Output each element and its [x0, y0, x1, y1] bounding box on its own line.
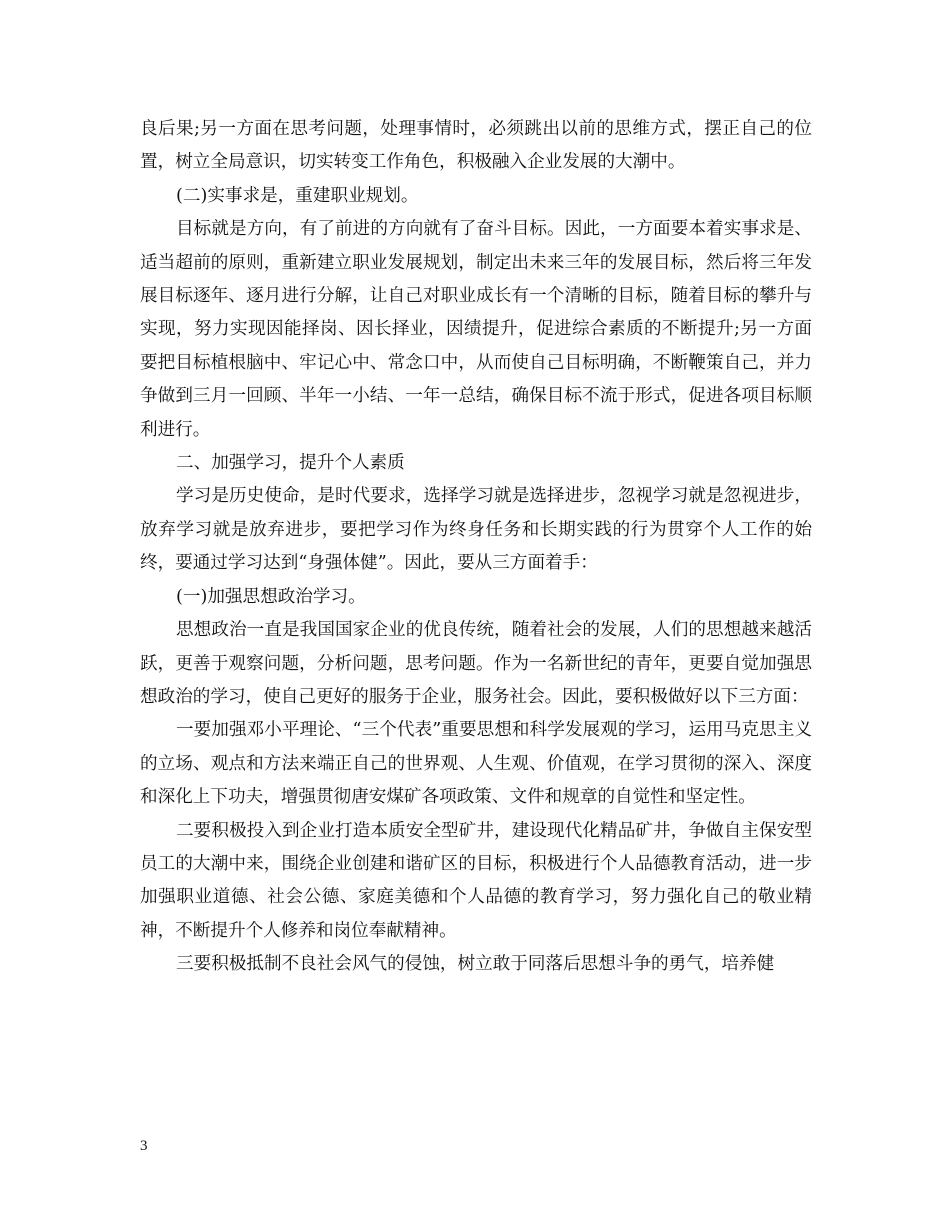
paragraph: 三要积极抵制不良社会风气的侵蚀，树立敢于同落后思想斗争的勇气，培养健 — [176, 954, 775, 975]
subheading: (一)加强思想政治学习。 — [176, 586, 366, 607]
paragraph: 学习是历史使命，是时代要求，选择学习就是选择进步，忽视学习就是忽视进步，放弃学习就是放弃进步，要把学习作为终身任务和长期实践的行为贯穿个人工作的始终，要通过学习达到“身强体健”。因此，要从三方面着手： — [140, 486, 812, 574]
page-number: 3 — [140, 1138, 148, 1154]
section-heading: 二、加强学习，提升个人素质 — [176, 453, 405, 474]
document-body — [140, 113, 812, 982]
paragraph: 目标就是方向，有了前进的方向就有了奋斗目标。因此，一方面要本着实事求是、适当超前的原则，重新建立职业发展规划，制定出未来三年的发展目标，然后将三年发展目标逐年、逐月进行分解，让自己对职业成长有一个清晰的目标，随着目标的攀升与实现，努力实现因能择岗、因长择业，因绩提升，促进综合素质的不断提升;另一方面要把目标植根脑中、牢记心中、常念口中，从而使自己目标明确，不断鞭策自己，并力争做到三月一回顾、半年一小结、一年一总结，确保目标不流于形式，促进各项目标顺利进行。 — [140, 219, 812, 440]
paragraph: 二要积极投入到企业打造本质安全型矿井，建设现代化精品矿井，争做自主保安型员工的大潮中来，围绕企业创建和谐矿区的目标，积极进行个人品德教育活动，进一步加强职业道德、社会公德、家庭美德和个人品德的教育学习，努力强化自己的敬业精神，不断提升个人修养和岗位奉献精神。 — [140, 820, 812, 941]
subheading: (二)实事求是，重建职业规划。 — [176, 185, 419, 206]
paragraph: 良后果;另一方面在思考问题，处理事情时，必须跳出以前的思维方式，摆正自己的位置，树立全局意识，切实转变工作角色，积极融入企业发展的大潮中。 — [140, 119, 812, 173]
paragraph: 思想政治一直是我国国家企业的优良传统，随着社会的发展，人们的思想越来越活跃，更善于观察问题，分析问题，思考问题。作为一名新世纪的青年，更要自觉加强思想政治的学习，使自己更好的服务于企业，服务社会。因此，要积极做好以下三方面： — [140, 620, 812, 707]
paragraph: 一要加强邓小平理论、“三个代表”重要思想和科学发展观的学习，运用马克思主义的立场、观点和方法来端正自己的世界观、人生观、价值观，在学习贯彻的深入、深度和深化上下功夫，增强贯彻唐安煤矿各项政策、文件和规章的自觉性和坚定性。 — [140, 720, 812, 808]
